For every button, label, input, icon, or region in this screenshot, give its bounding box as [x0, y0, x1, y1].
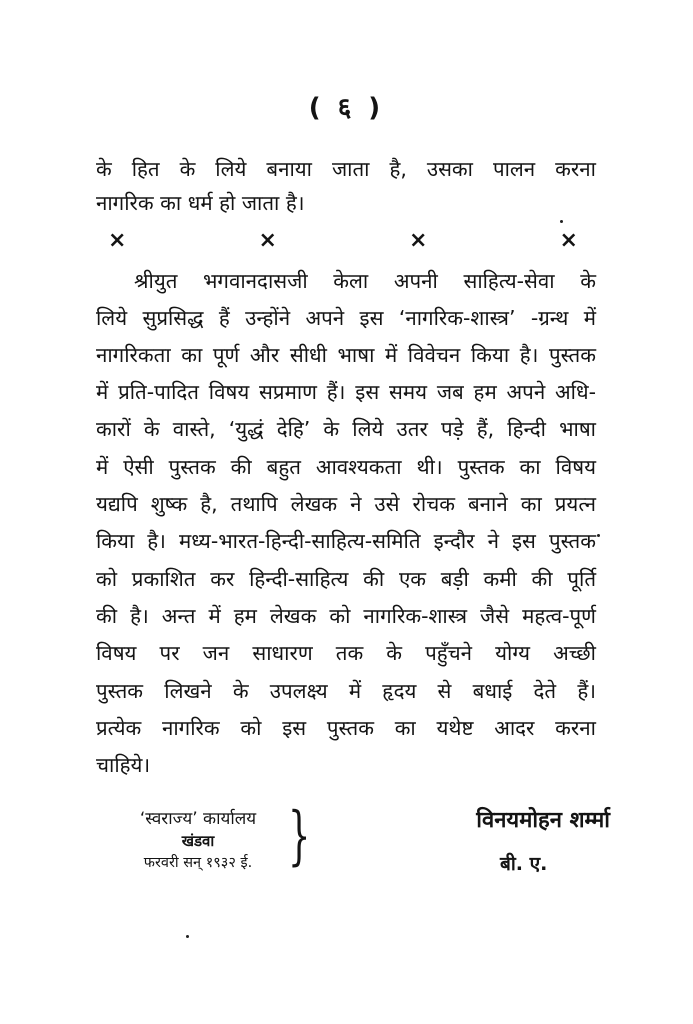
- paragraph-line-11: विषय पर जन साधारण तक के पहुँचने योग्य अच्छी: [96, 641, 596, 665]
- brace-symbol: }: [288, 799, 311, 873]
- page-number: ( ६ ): [308, 93, 385, 123]
- scan-speck: [597, 534, 600, 537]
- separator-mark: ×: [559, 228, 578, 253]
- author-degree: बी. ए.: [500, 853, 548, 875]
- separator-mark: ×: [409, 228, 428, 253]
- paragraph-line-14: चाहिये।: [96, 753, 151, 777]
- paragraph-line-10: की है। अन्त में हम लेखक को नागरिक-शास्त्र जैसे महत्व-पूर्ण: [96, 604, 596, 628]
- paragraph-line-12: पुस्तक लिखने के उपलक्ष्य में हृदय से बधाई देते हैं।: [96, 679, 596, 703]
- scan-speck: [560, 220, 563, 223]
- paragraph-line-13: प्रत्येक नागरिक को इस पुस्तक का यथेष्ट आदर करना: [96, 716, 596, 740]
- paragraph-line-6: में ऐसी पुस्तक की बहुत आवश्यकता थी। पुस्तक का विषय: [96, 455, 596, 479]
- opening-line-2: नागरिक का धर्म हो जाता है।: [96, 191, 305, 215]
- publication-date: फरवरी सन् १९३२ ई.: [143, 855, 253, 871]
- paragraph-line-5: कारों के वास्ते, ‘युद्धं देहि’ के लिये उतर पड़े हैं, हिन्दी भाषा: [96, 417, 596, 441]
- opening-line-1: के हित के लिये बनाया जाता है, उसका पालन करना: [96, 157, 596, 181]
- publisher-block: [108, 808, 288, 874]
- separator-mark: ×: [258, 228, 277, 253]
- paragraph-line-7: यद्यपि शुष्क है, तथापि लेखक ने उसे रोचक बनाने का प्रयत्न: [96, 492, 596, 516]
- section-separator: [108, 228, 578, 253]
- separator-mark: ×: [108, 228, 127, 253]
- paragraph-line-1: श्रीयुत भगवानदासजी केला अपनी साहित्य-सेवा के: [134, 269, 596, 293]
- office-name: ‘स्वराज्य’ कार्यालय: [139, 809, 257, 829]
- scan-speck: [186, 935, 189, 938]
- paragraph-line-4: में प्रति-पादित विषय सप्रमाण हैं। इस समय जब हम अपने अधि-: [96, 380, 596, 404]
- town-name: खंडवा: [181, 832, 215, 850]
- paragraph-line-3: नागरिकता का पूर्ण और सीधी भाषा में विवेचन किया है। पुस्तक: [96, 343, 596, 367]
- paragraph-line-9: को प्रकाशित कर हिन्दी-साहित्य की एक बड़ी कमी की पूर्ति: [96, 567, 596, 591]
- paragraph-line-8: किया है। मध्य-भारत-हिन्दी-साहित्य-समिति इन्दौर ने इस पुस्तक: [96, 529, 596, 553]
- paragraph-line-2: लिये सुप्रसिद्ध हैं उन्होंने अपने इस ‘नागरिक-शास्त्र’ -ग्रन्थ में: [96, 306, 596, 330]
- author-name: विनयमोहन शर्म्मा: [476, 808, 610, 833]
